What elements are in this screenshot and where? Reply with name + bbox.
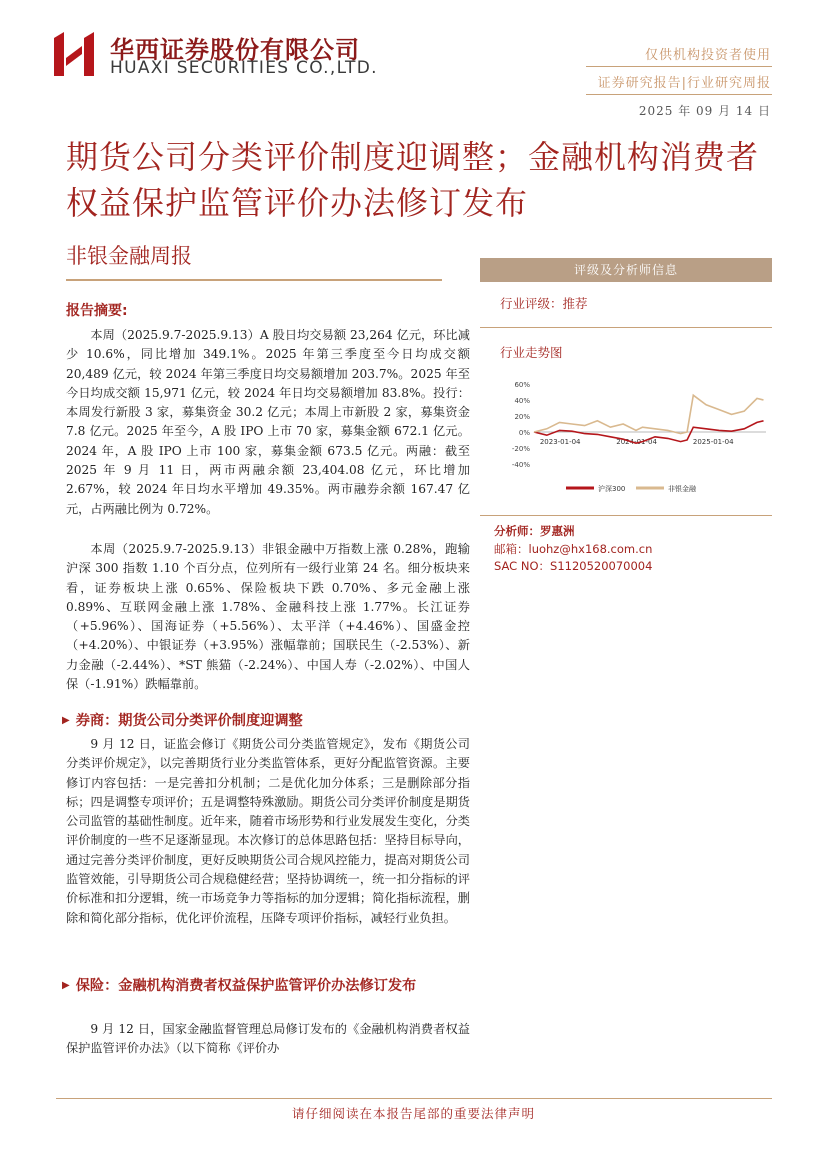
sidebar-divider (480, 515, 772, 516)
legend-label: 非银金融 (668, 485, 696, 493)
summary-paragraph: 本周（2025.9.7-2025.9.13）A 股日均交易额 23,264 亿元，环比减少 10.6%，同比增加 349.1%。2025 年第三季度至今日均成交额 20,489 亿元，较 2024 年第三季度日均交易额增加 203.7%。2025 年至今日均成交额 15,971 亿元，较 2024 年日均交易额增加 83.8%。投行：本周发行新股 3 家，募集资金 30.2 亿元；本周上市新股 2 家，募集资金 7.8 亿元。2025 年至今，A 股 IPO 上市 70 家，募集金额 672.1 亿元。2024 年，A 股 IPO 上市 100 家，募集金额 673.5 亿元。两融：截至 2025 年 9 月 11 日，两市两融余额 23,404.08 亿元，环比增加 2.67%，较 2024 年日均水平增加 49.35%。两市融券余额 167.47 亿元，占两融比例为 0.72%。 (66, 328, 470, 516)
y-tick-label: 0% (518, 429, 530, 437)
x-tick-label: 2023-01-04 (539, 438, 581, 446)
subtitle-divider (66, 279, 442, 281)
footer-divider (56, 1098, 772, 1099)
section-paragraph: 9 月 12 日，证监会修订《期货公司分类监管规定》，发布《期货公司分类评价规定》，以完善期货行业分类监管体系，更好分配监管资源。主要修订内容包括：一是完善扣分机制；二是优化加分体系；三是删除部分指标；四是调整专项评价；五是调整特殊激励。期货公司分类评价制度是期货公司监管的基础性制度。近年来，随着市场形势和行业发展发生变化，分类评价制度的一些不足逐渐显现。本次修订的总体思路包括：坚持目标导向，通过完善分类评价制度，更好反映期货公司合规风控能力，提高对期货公司监管效能，引导期货公司合规稳健经营；坚持协调统一，统一扣分指标的评价标准和扣分逻辑，统一市场竞争力等指标的加分逻辑；简化指标流程，删除和简化部分指标，优化评价流程，压降专项评价指标，减轻行业负担。 (66, 737, 470, 925)
header-divider (586, 94, 772, 95)
y-tick-label: 40% (514, 397, 530, 405)
rating-value: 推荐 (562, 296, 588, 311)
x-tick-label: 2025-01-04 (692, 438, 734, 446)
analyst-email: 邮箱：luohz@hx168.com.cn (494, 542, 653, 556)
report-title: 期货公司分类评价制度迎调整；金融机构消费者权益保护监管评价办法修订发布 (66, 138, 760, 222)
report-subtitle: 非银金融周报 (66, 244, 192, 268)
sidebar-divider (480, 327, 772, 328)
section-paragraph: 9 月 12 日，国家金融监督管理总局修订发布的《金融机构消费者权益保护监管评价办法》（以下简称《评价办 (66, 1022, 470, 1056)
report-type: 证券研究报告|行业研究周报 (597, 76, 771, 91)
rating-header-bar: 评级及分析师信息 (480, 258, 772, 282)
y-tick-label: 60% (514, 381, 530, 389)
triangle-bullet-icon: ▶ (62, 715, 70, 726)
summary-heading: 报告摘要: (66, 303, 128, 319)
company-name-en: HUAXI SECURITIES CO.,LTD. (110, 58, 378, 78)
huaxi-logo-icon (52, 30, 96, 78)
legend-label: 沪深300 (598, 485, 626, 493)
section-heading-text: 保险：金融机构消费者权益保护监管评价办法修订发布 (75, 978, 417, 994)
y-tick-label: 20% (514, 413, 530, 421)
section-heading-text: 券商：期货公司分类评价制度迎调整 (75, 713, 303, 729)
report-date: 2025 年 09 月 14 日 (638, 104, 771, 118)
triangle-bullet-icon: ▶ (62, 980, 70, 991)
section-heading-brokerage (62, 711, 474, 731)
summary-paragraph: 本周（2025.9.7-2025.9.13）非银金融中万指数上涨 0.28%，跑输沪深 300 指数 1.10 个百分点，位列所有一级行业第 24 名。细分板块来看，证券板块上涨 0.65%、保险板块下跌 0.70%、多元金融上涨 0.89%、互联网金融上涨 1.78%、金融科技上涨 1.77%。长江证券（+5.96%）、国海证券（+5.56%）、太平洋（+4.46%）、国盛金控（+4.20%）、中银证券（+3.95%）涨幅靠前；国联民生（-2.53%）、新力金融（-2.44%）、*ST 熊猫（-2.24%）、中国人寿（-2.02%）、中国人保（-1.91%）跌幅靠前。 (66, 542, 470, 692)
trend-chart-label: 行业走势图 (500, 345, 563, 360)
y-tick-label: -20% (511, 445, 530, 453)
usage-note: 仅供机构投资者使用 (644, 48, 771, 63)
company-name-cn: 华西证券股份有限公司 (110, 36, 360, 64)
industry-rating (500, 294, 588, 312)
industry-trend-chart (496, 374, 776, 500)
x-tick-label: 2024-01-04 (616, 438, 657, 446)
header-divider (586, 66, 772, 67)
legal-notice: 请仔细阅读在本报告尾部的重要法律声明 (291, 1106, 535, 1121)
analyst-sac-number: SAC NO：S1120520070004 (494, 559, 653, 573)
analyst-name: 分析师：罗惠洲 (494, 524, 575, 538)
series-line-nonbank (534, 395, 764, 433)
section-heading-insurance (62, 976, 474, 996)
y-tick-label: -40% (511, 461, 530, 469)
rating-label: 行业评级： (500, 296, 563, 311)
